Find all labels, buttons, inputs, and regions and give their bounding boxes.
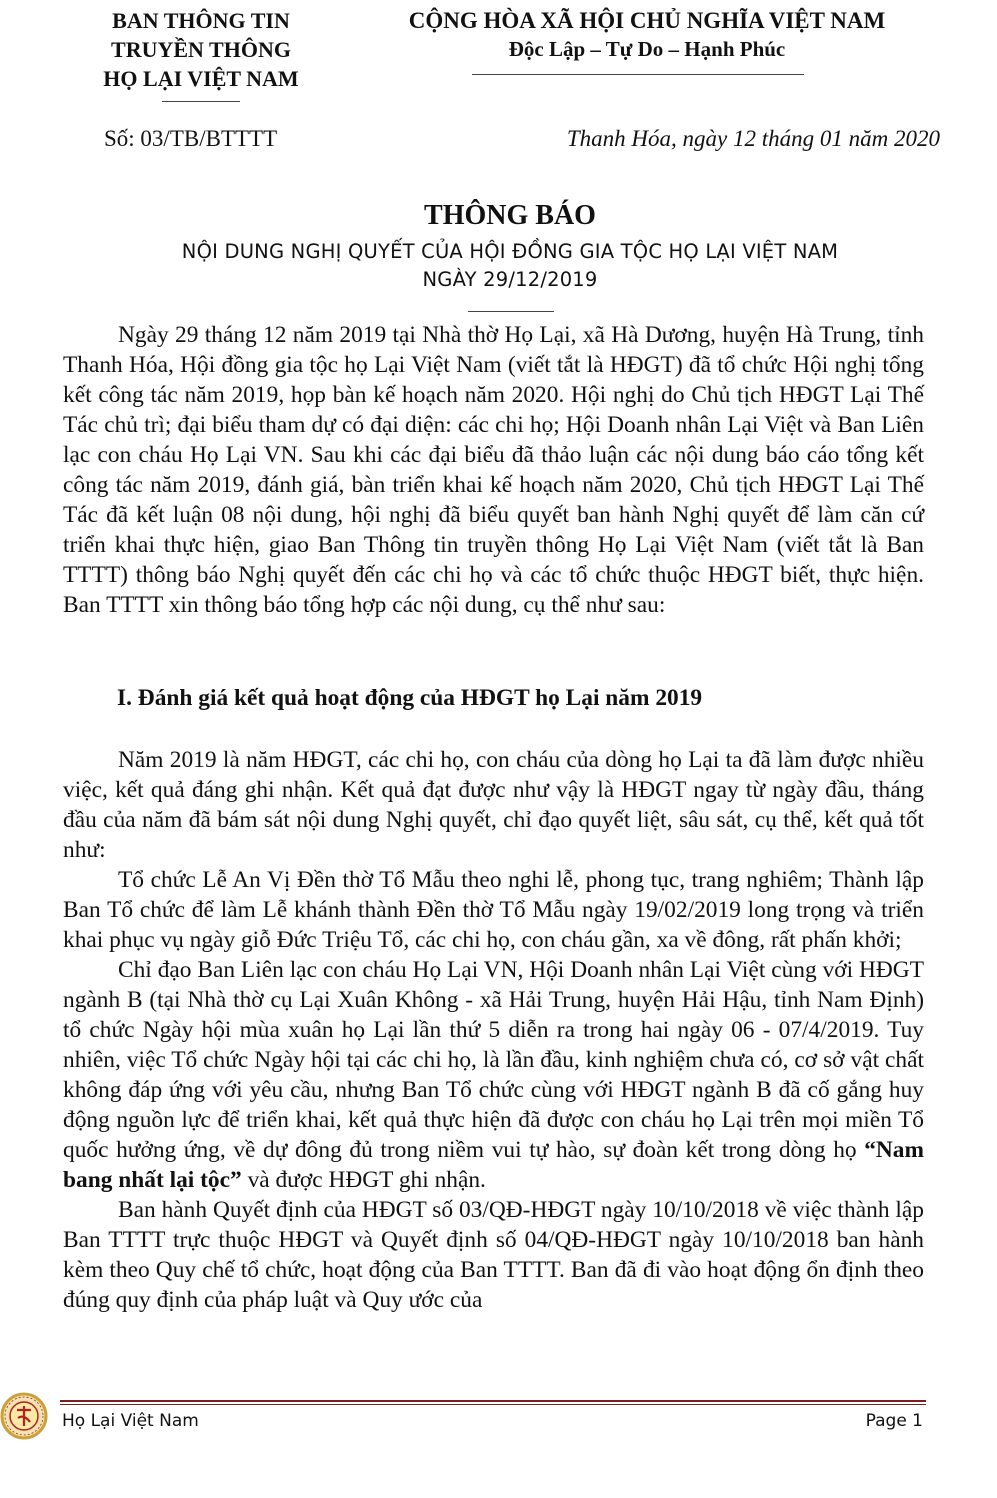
national-header — [368, 6, 926, 64]
motto-quote: “Nam bang nhất lại tộc” — [63, 1137, 924, 1193]
paragraph-3 — [63, 955, 924, 1195]
footer-rule-thick — [60, 1400, 926, 1402]
subtitle-line-2: NGÀY 29/12/2019 — [422, 268, 598, 291]
subtitle-line-1: NỘI DUNG NGHỊ QUYẾT CỦA HỘI ĐỒNG GIA TỘC HỌ LẠI VIỆT NAM — [181, 240, 839, 263]
title-divider — [468, 311, 554, 312]
document-number: Số: 03/TB/BTTTT — [104, 126, 278, 151]
national-motto: Độc Lập – Tự Do – Hạnh Phúc — [508, 37, 786, 61]
paragraph-3-end: và được HĐGT ghi nhận. — [241, 1167, 486, 1193]
document-title: THÔNG BÁO — [424, 200, 596, 231]
motto-underline — [472, 74, 804, 75]
section-1-body — [63, 745, 924, 1315]
nation-name: CỘNG HÒA XÃ HỘI CHỦ NGHĨA VIỆT NAM — [408, 8, 886, 33]
paragraph-4: Ban hành Quyết định của HĐGT số 03/QĐ-HĐGT ngày 10/10/2018 về việc thành lập Ban TTTT trực thuộc HĐGT và Quyết định số 04/QĐ-HĐGT ngày 10/10/2018 ban hành kèm theo Quy chế tổ chức, hoạt động của Ban TTTT. Ban đã đi vào hoạt động ổn định theo đúng quy định của pháp luật và Quy ước của — [63, 1197, 924, 1313]
footer-rule-thin — [60, 1404, 926, 1405]
issuing-organization — [60, 6, 342, 93]
paragraph-1: Năm 2019 là năm HĐGT, các chi họ, con cháu của dòng họ Lại ta đã làm được nhiều việc, kết quả đáng ghi nhận. Kết quả đạt được như vậy là HĐGT ngay từ ngày đầu, tháng đầu của năm đã bám sát nội dung Nghị quyết, chỉ đạo quyết liệt, sâu sát, cụ thể, kết quả tốt như: — [63, 747, 924, 863]
org-line-3: HỌ LẠI VIỆT NAM — [103, 66, 299, 91]
place-date: Thanh Hóa, ngày 12 tháng 01 năm 2020 — [566, 126, 940, 151]
intro-section — [63, 320, 924, 620]
intro-paragraph: Ngày 29 tháng 12 năm 2019 tại Nhà thờ Họ Lại, xã Hà Dương, huyện Hà Trung, tỉnh Thanh Hóa, Hội đồng gia tộc họ Lại Việt Nam (viết tắt là HĐGT) đã tổ chức Hội nghị tổng kết công tác năm 2019, họp bàn kế hoạch năm 2020. Hội nghị do Chủ tịch HĐGT Lại Thế Tác chủ trì; đại biểu tham dự có đại diện: các chi họ; Hội Doanh nhân Lại Việt và Ban Liên lạc con cháu Họ Lại VN. Sau khi các đại biểu đã thảo luận các nội dung báo cáo tổng kết công tác năm 2019, đánh giá, bàn triển khai kế hoạch năm 2020, Chủ tịch HĐGT Lại Thế Tác đã kết luận 08 nội dung, hội nghị đã biểu quyết ban hành Nghị quyết để làm căn cứ triển khai thực hiện, giao Ban Thông tin truyền thông Họ Lại Việt Nam (viết tắt là Ban TTTT) thông báo Nghị quyết đến các chi họ và các tổ chức thuộc HĐGT biết, thực hiện. Ban TTTT xin thông báo tổng hợp các nội dung, cụ thể như sau: — [63, 322, 924, 618]
clan-seal-logo — [0, 1392, 48, 1440]
org-underline — [162, 101, 240, 102]
paragraph-3-start: Chỉ đạo Ban Liên lạc con cháu Họ Lại VN, Hội Doanh nhân Lại Việt cùng với HĐGT ngành B (tại Nhà thờ cụ Lại Xuân Không - xã Hải Trung, huyện Hải Hậu, tỉnh Nam Định) tổ chức Ngày hội mùa xuân họ Lại lần thứ 5 diễn ra trong hai ngày 06 - 07/4/2019. Tuy nhiên, việc Tổ chức Ngày hội tại các chi họ, là lần đầu, kinh nghiệm chưa có, cơ sở vật chất không đáp ứng với yêu cầu, nhưng Ban Tổ chức cùng với HĐGT ngành B đã cố gắng huy động nguồn lực để triển khai, kết quả thực hiện đã được con cháu họ Lại trên mọi miền Tổ quốc hưởng ứng, về dự đông đủ trong niềm vui tự hào, sự đoàn kết trong dòng họ — [63, 957, 924, 1163]
org-line-2: TRUYỀN THÔNG — [111, 37, 291, 62]
page-number: Page 1 — [865, 1411, 923, 1431]
footer-organization: Họ Lại Việt Nam — [62, 1411, 199, 1431]
org-line-1: BAN THÔNG TIN — [112, 8, 290, 33]
paragraph-2: Tổ chức Lễ An Vị Đền thờ Tổ Mẫu theo nghi lễ, phong tục, trang nghiêm; Thành lập Ban Tổ chức để làm Lễ khánh thành Đền thờ Tổ Mẫu ngày 19/02/2019 long trọng và triển khai phục vụ ngày giỗ Đức Triệu Tổ, các chi họ, con cháu gần, xa về đông, rất phấn khởi; — [63, 867, 924, 953]
section-heading-1: I. Đánh giá kết quả hoạt động của HĐGT họ Lại năm 2019 — [117, 685, 703, 711]
